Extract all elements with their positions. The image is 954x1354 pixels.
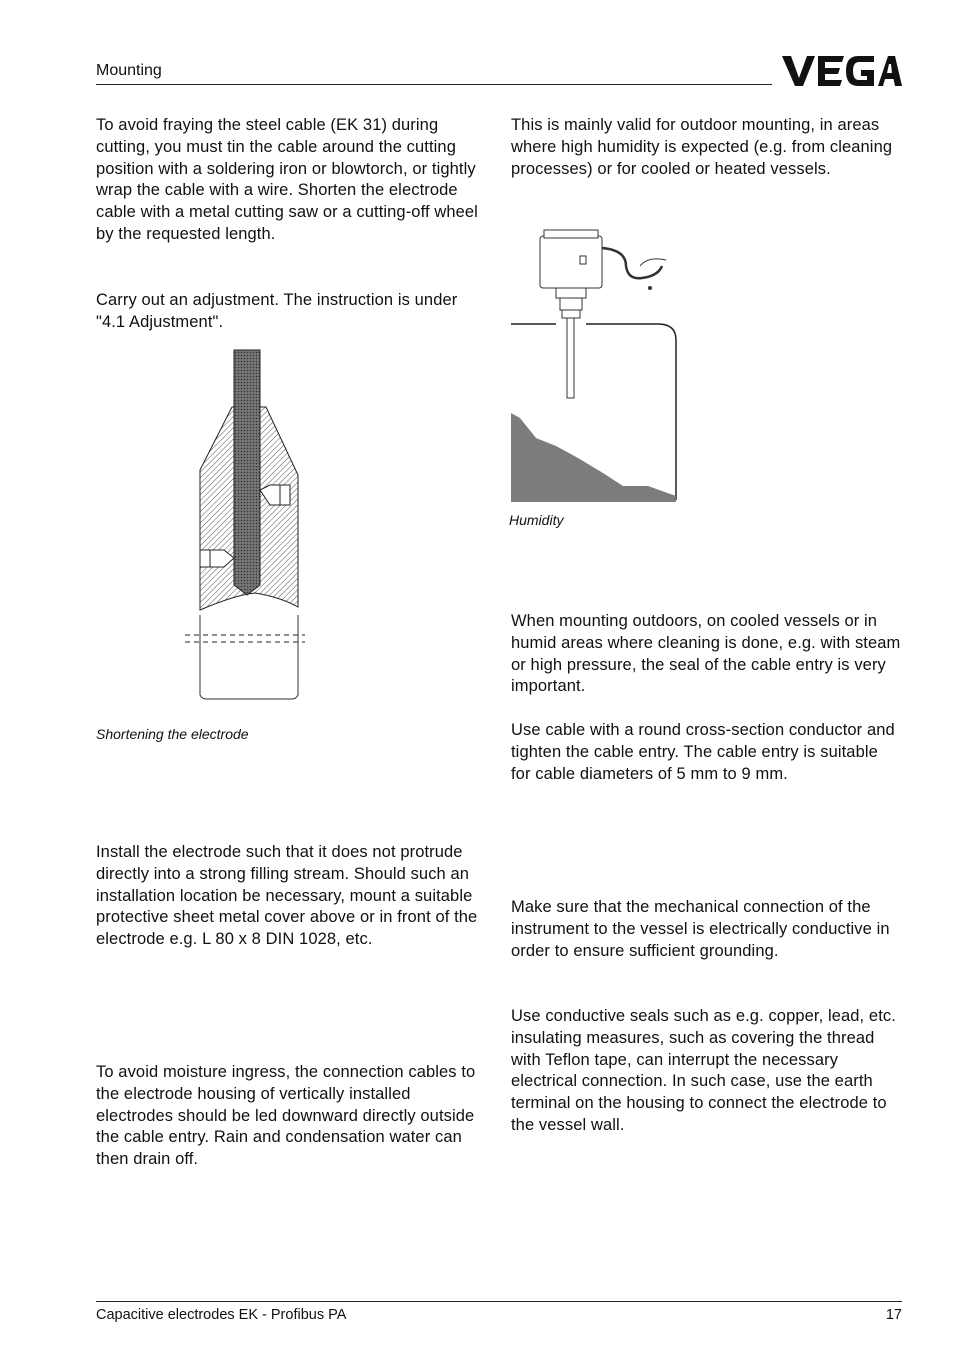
paragraph-validity: This is mainly valid for outdoor mounting, in areas where high humidity is expected (e.g. from cleaning processes) or for cooled or heated vessels. bbox=[511, 116, 893, 178]
section-title: Mounting bbox=[96, 62, 162, 79]
paragraph-cable-diameter: Use cable with a round cross-section conductor and tighten the cable entry. The cable entry is suitable for cable diameters of 5 mm to 9 mm. bbox=[511, 721, 895, 783]
paragraph-adjustment: Carry out an adjustment. The instruction is under "4.1 Adjustment". bbox=[96, 291, 458, 331]
paragraph-outdoor-seal: When mounting outdoors, on cooled vessels or in humid areas where cleaning is done, e.g. with steam or high pressure, the seal of the cable entry is very important. bbox=[511, 612, 901, 696]
figure-caption-humidity: Humidity bbox=[509, 512, 564, 528]
electrode-shortening-figure bbox=[180, 345, 320, 705]
humidity-figure bbox=[508, 228, 688, 506]
footer-document-title: Capacitive electrodes EK - Profibus PA bbox=[96, 1307, 347, 1323]
vega-logo bbox=[782, 50, 902, 90]
header-rule bbox=[96, 84, 772, 85]
paragraph-grounding: Make sure that the mechanical connection of the instrument to the vessel is electrically conductive in order to ensure sufficient grounding. bbox=[511, 898, 890, 960]
paragraph-cable-cutting: To avoid fraying the steel cable (EK 31) during cutting, you must tin the cable around the cutting position with a soldering iron or blowtorch, or tightly wrap the cable with a wire. Shorten the electrode cable with a metal cutting saw or a cutting-off wheel by the requested length. bbox=[96, 116, 478, 243]
paragraph-conductive-seals: Use conductive seals such as e.g. copper, lead, etc. insulating measures, such as covering the thread with Teflon tape, can interrupt the necessary electrical connection. In such case, use the earth terminal on the housing to connect the electrode to the vessel wall. bbox=[511, 1007, 896, 1134]
page-number: 17 bbox=[885, 1307, 902, 1323]
footer-rule bbox=[96, 1301, 902, 1302]
paragraph-filling-stream: Install the electrode such that it does not protrude directly into a strong filling stream. Should such an installation location be necessary, mount a suitable protective sheet metal cover above or in front of the electrode e.g. L 80 x 8 DIN 1028, etc. bbox=[96, 843, 478, 949]
figure-caption-shortening: Shortening the electrode bbox=[96, 726, 249, 742]
paragraph-moisture: To avoid moisture ingress, the connection cables to the electrode housing of vertically installed electrodes should be led downward directly outside the cable entry. Rain and condensation water can then drain off. bbox=[96, 1063, 476, 1169]
